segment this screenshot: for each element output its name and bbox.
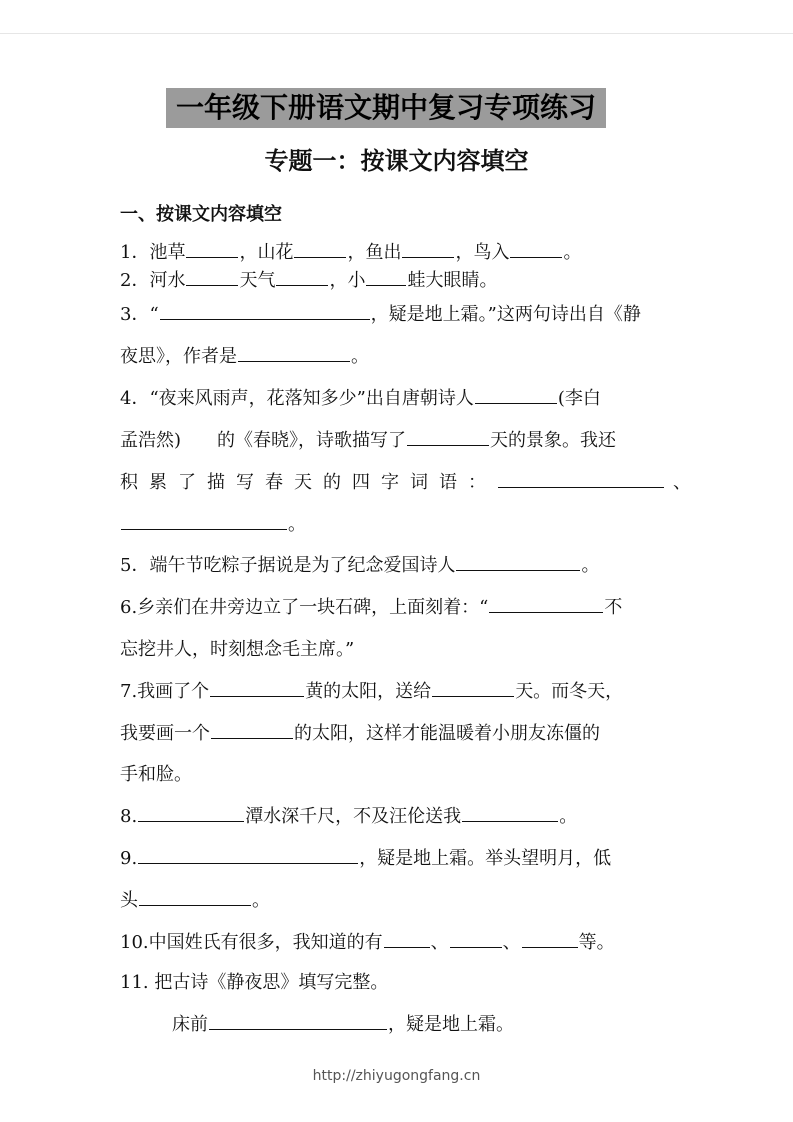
- question-9-cont: [120, 886, 270, 916]
- q2-text: 天气: [239, 270, 276, 291]
- q4-text: 4．“夜来风雨声，花落知多少”出自唐朝诗人: [120, 388, 474, 409]
- question-10: [120, 928, 615, 958]
- q9-text: 9.: [120, 848, 138, 869]
- q10-text: 、: [430, 932, 449, 953]
- q1-text: ，鱼出: [347, 242, 402, 263]
- question-8: [120, 802, 577, 832]
- q4-text: 、: [673, 472, 691, 493]
- question-9: [120, 844, 611, 874]
- q10-blank-2[interactable]: [450, 928, 502, 948]
- q3-text: 夜思》，作者是: [120, 346, 237, 367]
- q7-text: 天。而冬天，: [515, 681, 624, 702]
- q8-blank-2[interactable]: [462, 802, 558, 822]
- q7-text: 我要画一个: [120, 723, 210, 744]
- q10-text: 10.中国姓氏有很多，我知道的有: [120, 932, 383, 953]
- q1-text: 1．池草: [120, 242, 186, 263]
- q2-blank-1[interactable]: [186, 266, 238, 286]
- q3-blank-1[interactable]: [160, 300, 370, 320]
- q9-blank-2[interactable]: [139, 886, 251, 906]
- q4-text: 。: [288, 514, 306, 535]
- q4-text: 天的景象。我还: [490, 430, 617, 451]
- q1-text: ，鸟入: [455, 242, 510, 263]
- q11-text: 11. 把古诗《静夜思》填写完整。: [120, 972, 389, 993]
- q2-blank-3[interactable]: [366, 266, 406, 286]
- q6-text: 6.乡亲们在井旁边立了一块石碑，上面刻着：“: [120, 597, 489, 618]
- q6-blank-1[interactable]: [489, 593, 603, 613]
- q1-text: ，山花: [239, 242, 294, 263]
- question-1: [120, 238, 581, 268]
- q4-blank-3[interactable]: [498, 468, 664, 488]
- q6-text: 忘挖井人，时刻想念毛主席。”: [120, 639, 355, 660]
- q10-blank-1[interactable]: [384, 928, 430, 948]
- question-7-cont: [120, 719, 600, 749]
- q3-blank-2[interactable]: [238, 342, 350, 362]
- q4-text: 孟浩然) 的《春晓》，诗歌描写了: [120, 430, 407, 451]
- q2-text: 蛙大眼睛。: [407, 270, 498, 291]
- q7-blank-3[interactable]: [211, 719, 293, 739]
- q9-text: ，疑是地上霜。举头望明月，低: [359, 848, 612, 869]
- question-4-cont2: [120, 468, 691, 498]
- q1-blank-4[interactable]: [510, 238, 562, 258]
- q8-text: 8.: [120, 806, 138, 827]
- q11-text: 床前: [172, 1014, 208, 1035]
- question-3: [120, 300, 641, 330]
- q7-text: 7.我画了个: [120, 681, 210, 702]
- q7-text: 手和脸。: [120, 764, 192, 785]
- q1-blank-2[interactable]: [294, 238, 346, 258]
- q3-text: 3．“: [120, 304, 159, 325]
- q5-blank-1[interactable]: [456, 551, 580, 571]
- q3-text: ，疑是地上霜。”这两句诗出自《静: [370, 304, 641, 325]
- q7-text: 的太阳，这样才能温暖着小朋友冻僵的: [294, 723, 600, 744]
- question-4: [120, 384, 601, 414]
- q9-blank-1[interactable]: [138, 844, 358, 864]
- q1-blank-3[interactable]: [402, 238, 454, 258]
- question-3-cont: [120, 342, 369, 372]
- q8-text: 。: [559, 806, 578, 827]
- q2-text: ，小: [329, 270, 366, 291]
- question-2: [120, 266, 497, 296]
- question-6: [120, 593, 622, 623]
- q9-text: 头: [120, 890, 138, 911]
- top-rule: [0, 33, 793, 34]
- q4-text: (李白: [557, 388, 601, 409]
- q1-text: 。: [563, 242, 582, 263]
- footer-url: http://zhiyugongfang.cn: [312, 1068, 481, 1084]
- question-11: [120, 968, 388, 998]
- question-5: [120, 551, 599, 581]
- q4-blank-1[interactable]: [475, 384, 557, 404]
- q7-blank-2[interactable]: [432, 677, 514, 697]
- page-subtitle: 专题一：按课文内容填空: [264, 147, 529, 175]
- question-4-cont: [120, 426, 616, 456]
- question-6-cont: [120, 635, 354, 665]
- q7-blank-1[interactable]: [210, 677, 304, 697]
- q10-blank-3[interactable]: [522, 928, 578, 948]
- question-4-cont3: [120, 510, 306, 540]
- question-7-cont2: [120, 760, 192, 790]
- q2-blank-2[interactable]: [276, 266, 328, 286]
- q4-blank-4[interactable]: [121, 510, 287, 530]
- question-11-cont: [172, 1010, 514, 1040]
- q9-text: 。: [252, 890, 270, 911]
- q11-blank-1[interactable]: [209, 1010, 387, 1030]
- q8-text: 潭水深千尺，不及汪伦送我: [245, 806, 462, 827]
- page-title: 一年级下册语文期中复习专项练习: [166, 88, 606, 128]
- section-heading: 一、按课文内容填空: [120, 204, 282, 225]
- q11-text: ，疑是地上霜。: [388, 1014, 514, 1035]
- q4-text: 积累了描写春天的四字词语：: [120, 472, 497, 493]
- q8-blank-1[interactable]: [138, 802, 244, 822]
- q7-text: 黄的太阳，送给: [305, 681, 432, 702]
- q5-text: 。: [581, 555, 600, 576]
- q1-blank-1[interactable]: [186, 238, 238, 258]
- q6-text: 不: [604, 597, 623, 618]
- question-7: [120, 677, 623, 707]
- q3-text: 。: [351, 346, 369, 367]
- q5-text: 5．端午节吃粽子据说是为了纪念爱国诗人: [120, 555, 456, 576]
- q4-blank-2[interactable]: [407, 426, 489, 446]
- q2-text: 2．河水: [120, 270, 186, 291]
- q10-text: 、: [502, 932, 521, 953]
- q10-text: 等。: [578, 932, 615, 953]
